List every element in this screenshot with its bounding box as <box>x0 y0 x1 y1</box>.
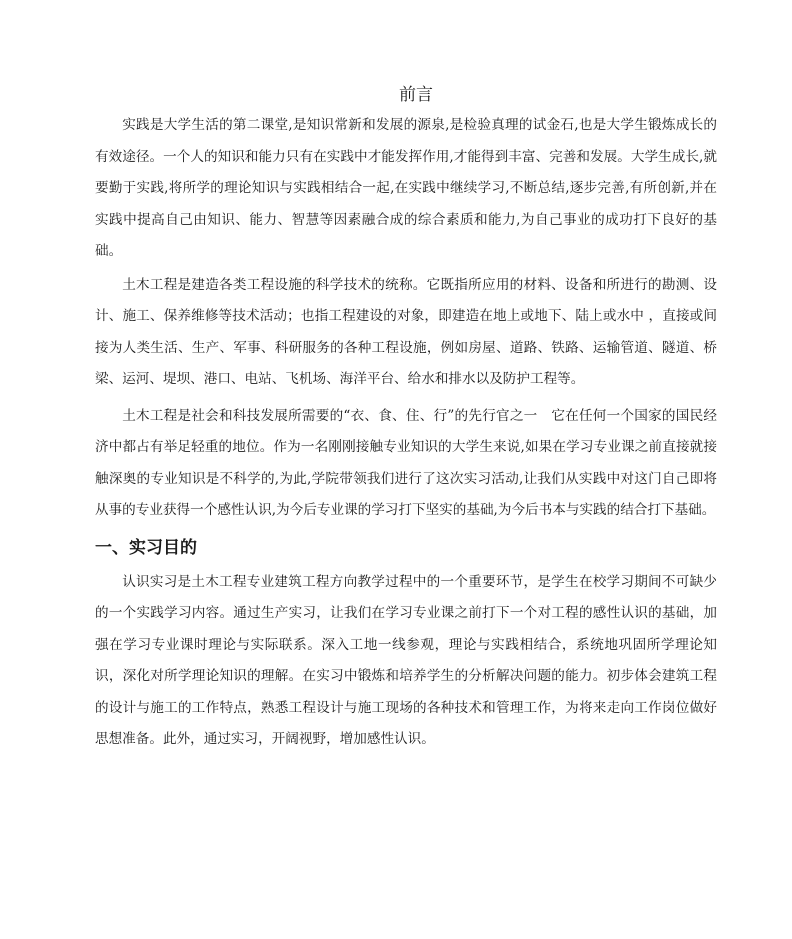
section-heading-purpose: 一、实习目的 <box>95 537 197 558</box>
preface-paragraph-1: 实践是大学生活的第二课堂,是知识常新和发展的源泉,是检验真理的试金石,也是大学生锻炼成长的有效途径。一个人的知识和能力只有在实践中才能发挥作用,才能得到丰富、完善和发展。大学生成长,就要勤于实践,将所学的理论知识与实践相结合一起,在实践中继续学习,不断总结,逐步完善,有所创新,并在实践中提高自己由知识、能力、智慧等因素融合成的综合素质和能力,为自己事业的成功打下良好的基础。 <box>95 117 717 259</box>
preface-paragraph-2: 土木工程是建造各类工程设施的科学技术的统称。它既指所应用的材料、设备和所进行的勘测、设计、施工、保养维修等技术活动；也指工程建设的对象，即建造在地上或地下、陆上或水中 ，直接或间接为人类生活、生产、军事、科研服务的各种工程设施，例如房屋、道路、铁路、运输管道、隧道、桥梁、运河、堤坝、港口、电站、飞机场、海洋平台、给水和排水以及防护工程等。 <box>95 276 717 387</box>
purpose-paragraph: 认识实习是土木工程专业建筑工程方向教学过程中的一个重要环节，是学生在校学习期间不可缺少的一个实践学习内容。通过生产实习，让我们在学习专业课之前打下一个对工程的感性认识的基础，加强在学习专业课时理论与实际联系。深入工地一线参观，理论与实践相结合，系统地巩固所学理论知识，深化对所学理论知识的理解。在实习中锻炼和培养学生的分析解决问题的能力。初步体会建筑工程的设计与施工的工作特点，熟悉工程设计与施工现场的各种技术和管理工作，为将来走向工作岗位做好思想准备。此外，通过实习，开阔视野，增加感性认识。 <box>95 573 717 747</box>
page-title: 前言 <box>399 85 433 105</box>
preface-paragraph-3: 土木工程是社会和科技发展所需要的“衣、食、住、行”的先行官之一 它在任何一个国家的国民经济中都占有举足轻重的地位。作为一名刚刚接触专业知识的大学生来说,如果在学习专业课之前直接就接触深奥的专业知识是不科学的,为此,学院带领我们进行了这次实习活动,让我们从实践中对这门自己即将从事的专业获得一个感性认识,为今后专业课的学习打下坚实的基础,为今后书本与实践的结合打下基础。 <box>95 407 717 518</box>
